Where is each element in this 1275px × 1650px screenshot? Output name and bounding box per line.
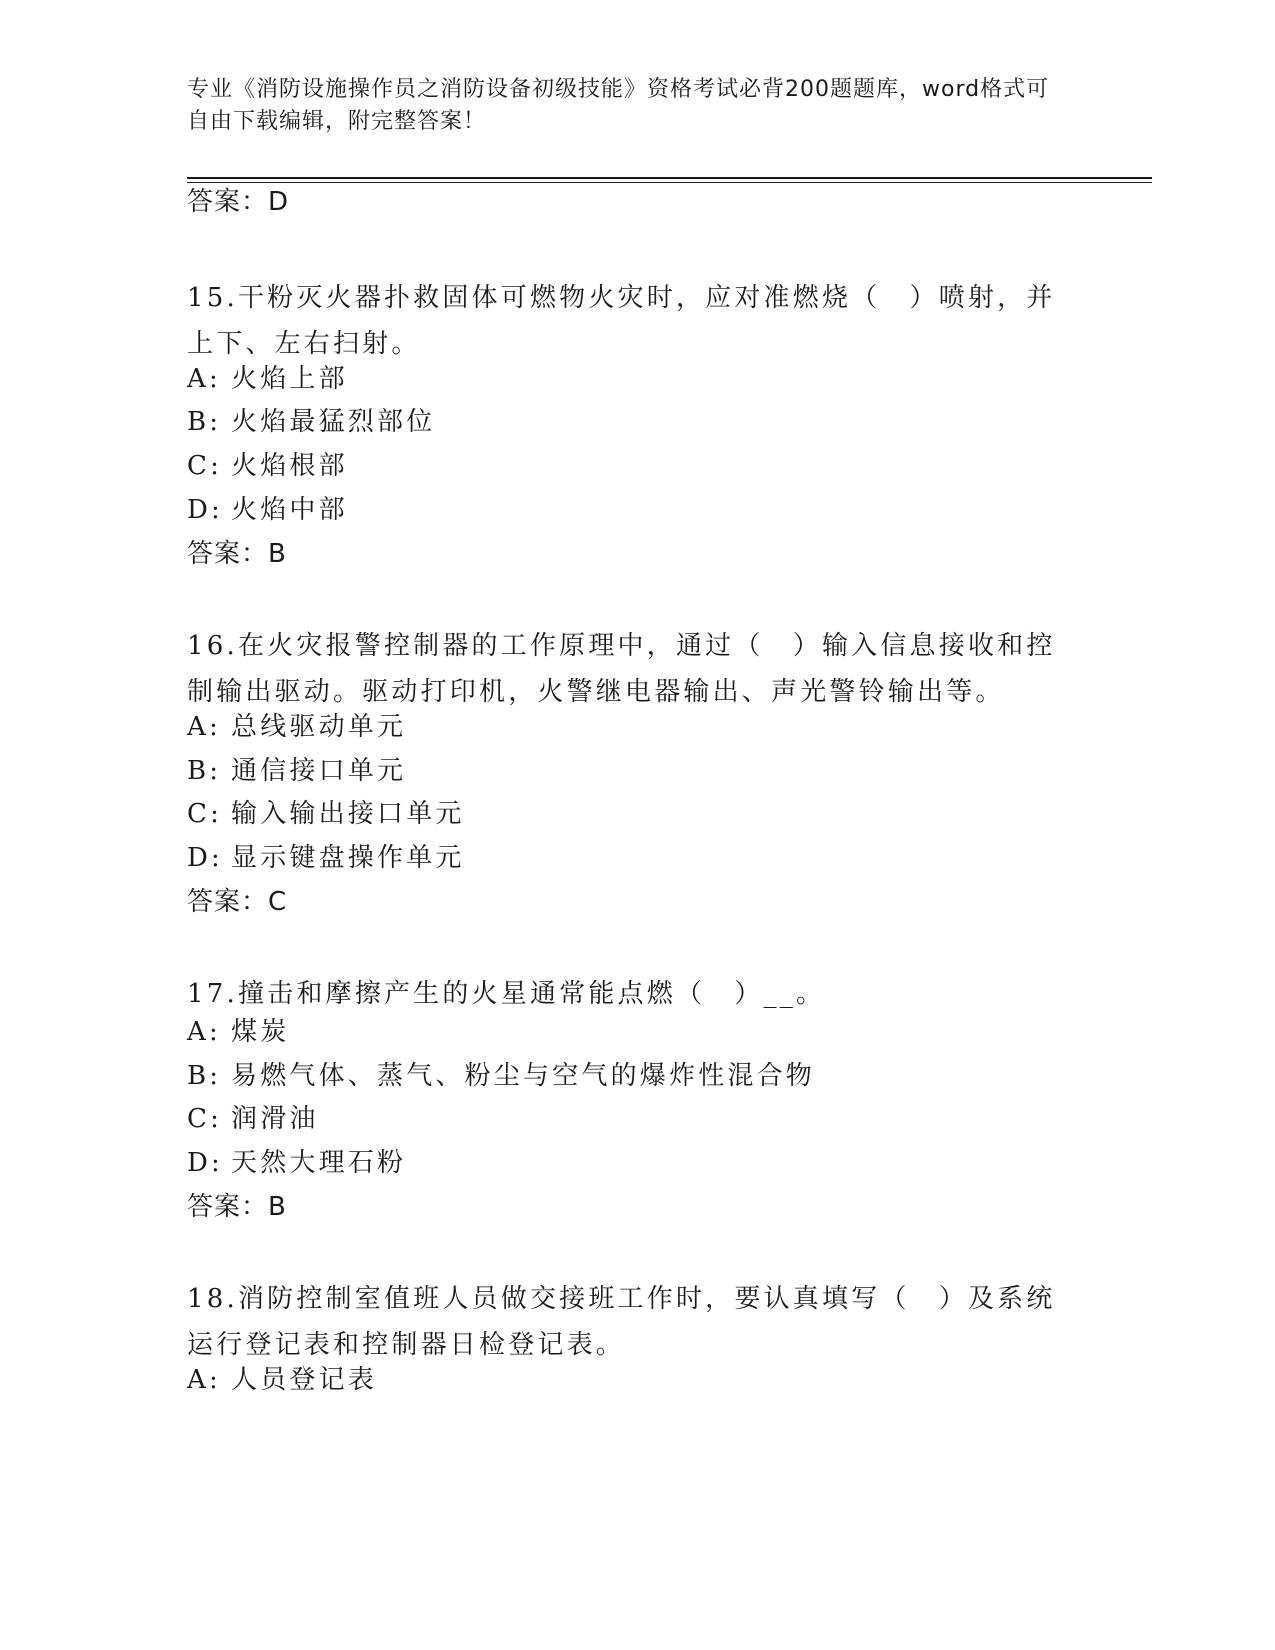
option-text: 煤炭 bbox=[231, 1017, 290, 1047]
answer-prev: 答案：D bbox=[187, 187, 290, 217]
question-15-option-a bbox=[187, 362, 348, 396]
question-16-answer: 答案：C bbox=[187, 887, 288, 917]
option-key: D: bbox=[187, 1148, 224, 1178]
question-16-option-a bbox=[187, 710, 406, 744]
option-text: 显示键盘操作单元 bbox=[231, 843, 465, 873]
option-key: A: bbox=[187, 1017, 221, 1047]
question-17-option-b bbox=[187, 1059, 815, 1093]
option-key: C: bbox=[187, 799, 223, 829]
question-17-option-c bbox=[187, 1102, 319, 1136]
option-text: 火焰根部 bbox=[231, 451, 348, 481]
option-key: B: bbox=[187, 407, 222, 437]
option-text: 天然大理石粉 bbox=[231, 1148, 407, 1178]
option-text: 输入输出接口单元 bbox=[231, 799, 465, 829]
header-rule-thin bbox=[187, 182, 1152, 183]
question-15-option-c bbox=[187, 449, 348, 483]
option-key: D: bbox=[187, 495, 224, 525]
option-key: A: bbox=[187, 712, 221, 742]
option-text: 火焰上部 bbox=[231, 364, 348, 394]
question-15-option-d bbox=[187, 493, 348, 527]
page-header: 专业《消防设施操作员之消防设备初级技能》资格考试必背200题题库，word格式可自由下载编辑，附完整答案！ bbox=[187, 77, 1050, 134]
question-17-answer: 答案：B bbox=[187, 1192, 287, 1222]
option-key: C: bbox=[187, 451, 223, 481]
question-17-option-d bbox=[187, 1146, 406, 1180]
option-text: 总线驱动单元 bbox=[231, 712, 407, 742]
option-text: 润滑油 bbox=[231, 1104, 319, 1134]
question-17-stem: 17.撞击和摩擦产生的火星通常能点燃（ ）__。 bbox=[187, 979, 826, 1009]
option-text: 火焰中部 bbox=[231, 495, 348, 525]
option-text: 易燃气体、蒸气、粉尘与空气的爆炸性混合物 bbox=[231, 1061, 816, 1091]
question-16-stem: 16.在火灾报警控制器的工作原理中，通过（ ）输入信息接收和控制输出驱动。驱动打印机，火警继电器输出、声光警铃输出等。 bbox=[187, 631, 1056, 707]
question-18-option-a bbox=[187, 1363, 377, 1397]
option-key: A: bbox=[187, 364, 221, 394]
question-18-stem: 18.消防控制室值班人员做交接班工作时，要认真填写（ ）及系统运行登记表和控制器日检登记表。 bbox=[187, 1284, 1056, 1360]
option-key: B: bbox=[187, 756, 222, 786]
header-rule-thick bbox=[187, 177, 1152, 179]
question-16-option-c bbox=[187, 797, 465, 831]
question-16-option-d bbox=[187, 841, 465, 875]
option-text: 火焰最猛烈部位 bbox=[231, 407, 436, 437]
question-15-option-b bbox=[187, 405, 435, 439]
option-text: 通信接口单元 bbox=[231, 756, 407, 786]
question-17-option-a bbox=[187, 1015, 289, 1049]
option-key: D: bbox=[187, 843, 224, 873]
option-text: 人员登记表 bbox=[231, 1365, 378, 1395]
option-key: B: bbox=[187, 1061, 222, 1091]
question-16-option-b bbox=[187, 754, 406, 788]
option-key: C: bbox=[187, 1104, 223, 1134]
question-15-answer: 答案：B bbox=[187, 539, 287, 569]
question-15-stem: 15.干粉灭火器扑救固体可燃物火灾时，应对准燃烧（ ）喷射，并上下、左右扫射。 bbox=[187, 283, 1056, 359]
option-key: A: bbox=[187, 1365, 221, 1395]
